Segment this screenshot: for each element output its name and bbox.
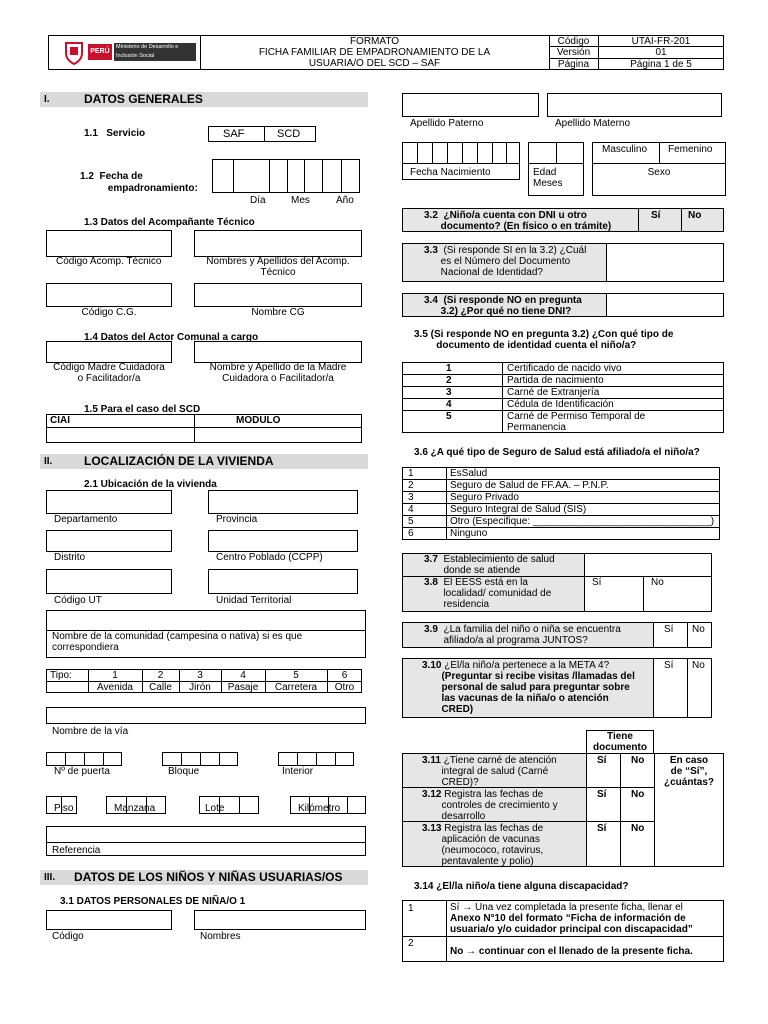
en-caso-label: En caso de “Sí”, ¿cuántas? [663, 755, 714, 788]
doc-5-text: Carné de Permiso Temporal de Permanencia [507, 411, 646, 433]
q38-si: Sí [592, 577, 602, 588]
q32-text: 3.2 ¿Niño/a cuenta con DNI u otro documento? (En físico o en trámite) [424, 210, 612, 232]
nombres-nino-field[interactable] [194, 910, 366, 930]
section-1-header: I. DATOS GENERALES [40, 92, 368, 107]
seguro-5-num: 5 [408, 516, 414, 527]
seguro-1-num: 1 [408, 468, 414, 479]
cod-cg-field[interactable] [46, 283, 172, 307]
peru-shield-icon [64, 41, 84, 65]
seguro-6-num: 6 [408, 528, 414, 539]
q314-opt2-text: No → continuar con el llenado de la presente ficha. [450, 946, 693, 957]
tipo-label: Tipo: [50, 670, 72, 681]
nom-madre-field[interactable] [194, 341, 362, 363]
q314-text: 3.14 ¿El/la niño/a tiene alguna discapacidad? [414, 881, 629, 892]
q34-text: 3.4 (Si responde NO en pregunta 3.2) ¿Por qué no tiene DNI? [424, 295, 582, 317]
q313-no: No [631, 823, 645, 834]
q312-no: No [631, 789, 645, 800]
comunidad-label: Nombre de la comunidad (campesina o nativa) si es que correspondiera [52, 631, 303, 653]
codigo-ut-label: Código UT [54, 595, 102, 606]
distrito-label: Distrito [54, 552, 86, 563]
bloque-label: Bloque [168, 766, 200, 777]
q38-text: 3.8 El EESS está en la localidad/ comunidad de residencia [424, 577, 552, 610]
q37-text: 3.7 Establecimiento de salud donde se atiende [424, 554, 555, 576]
nom-madre-label: Nombre y Apellido de la Madre Cuidadora o Facilitador/a [209, 362, 347, 384]
provincia-field[interactable] [208, 490, 358, 514]
nom-acomp-label: Nombres y Apellidos del Acomp. Técnico [206, 256, 350, 278]
nom-cg-label: Nombre CG [251, 307, 305, 318]
pagina-label: Página [557, 59, 590, 70]
cod-madre-field[interactable] [46, 341, 172, 363]
cod-cg-label: Código C.G. [81, 307, 137, 318]
scd-option[interactable]: SCD [264, 126, 316, 142]
q35-text: 3.5 (Si responde NO en pregunta 3.2) ¿Con qué tipo de documento de identidad cuenta el niño/a? [414, 329, 674, 351]
q314-opt2-num: 2 [408, 938, 414, 949]
doc-type: FORMATO [349, 36, 400, 47]
unidad-territorial-field[interactable] [208, 569, 358, 594]
doc-2-num: 2 [446, 375, 452, 386]
tipo-6-num: 6 [341, 670, 348, 681]
apellido-materno-field[interactable] [547, 93, 722, 117]
scd-title: 1.5 Para el caso del SCD [84, 404, 201, 415]
q38-no: No [651, 577, 664, 588]
acomp-title: 1.3 Datos del Acompañante Técnico [84, 217, 255, 228]
piso-label: Piso [54, 803, 74, 814]
q310-no: No [692, 660, 705, 671]
q311-si: Sí [597, 755, 607, 766]
mes-label: Mes [291, 195, 310, 206]
distrito-field[interactable] [46, 530, 172, 552]
doc-title-line1: FICHA FAMILIAR DE EMPADRONAMIENTO DE LA [258, 47, 491, 58]
doc-4-num: 4 [446, 399, 452, 410]
cod-acomp-label: Código Acomp. Técnico [56, 256, 162, 267]
seguro-4-num: 4 [408, 504, 414, 515]
seguro-5-text: Otro (Especifique: ________________________________) [450, 516, 715, 527]
q310-si: Sí [664, 660, 674, 671]
referencia-label: Referencia [52, 845, 101, 856]
doc-3-num: 3 [446, 387, 452, 398]
q39-text: 3.9 ¿La familia del niño o niña se encuentra afiliado/a al programa JUNTOS? [424, 624, 621, 646]
doc-title-line2: USUARIA/O DEL SCD – SAF [308, 58, 441, 69]
version-label: Versión [556, 47, 591, 58]
logo-country-text: PERÚ [88, 44, 112, 60]
seguro-1-text: EsSalud [450, 468, 488, 479]
kilometro-label: Kilómetro [298, 803, 341, 814]
q312-text: 3.12 Registra las fechas de controles de crecimiento y desarrollo [422, 789, 558, 822]
q33-text: 3.3 (Si responde SI en la 3.2) ¿Cuál es el Número del Documento Nacional de Identidad? [424, 245, 587, 278]
codigo-ut-field[interactable] [46, 569, 172, 594]
logo-ministry-text: Ministerio de Desarrollo e Inclusión Social [114, 43, 196, 61]
nom-cg-field[interactable] [194, 283, 362, 307]
seguro-3-text: Seguro Privado [450, 492, 519, 503]
fecha-label: 1.2 Fecha de empadronamiento: [80, 171, 198, 194]
apellido-materno-label: Apellido Materno [555, 118, 631, 129]
q312-si: Sí [597, 789, 607, 800]
femenino-label: Femenino [668, 144, 713, 155]
doc-2-text: Partida de nacimiento [507, 375, 604, 386]
modulo-label: MODULO [236, 415, 281, 426]
q32-no: No [688, 210, 702, 221]
tipo-4-num: 4 [240, 670, 246, 681]
version-value: 01 [655, 47, 667, 58]
masculino-label: Masculino [602, 144, 648, 155]
centro-poblado-field[interactable] [208, 530, 358, 552]
q314-opt1-num: 1 [408, 903, 414, 914]
datos-personales-title: 3.1 DATOS PERSONALES DE NIÑA/O 1 [60, 896, 246, 907]
servicio-label: 1.1 Servicio [84, 128, 146, 139]
departamento-field[interactable] [46, 490, 172, 514]
seguro-2-text: Seguro de Salud de FF.AA. – P.N.P. [450, 480, 609, 491]
centro-poblado-label: Centro Poblado (CCPP) [216, 552, 323, 563]
anio-label: Año [336, 195, 354, 206]
q311-text: 3.11 ¿Tiene carné de atención integral de salud (Carné CRED)? [422, 755, 557, 788]
seguro-6-text: Ninguno [450, 528, 488, 539]
tipo-5-name: Carretera [274, 682, 318, 693]
tiene-documento-label: Tiene documento [593, 731, 647, 753]
codigo-nino-label: Código [52, 931, 84, 942]
tipo-1-num: 1 [112, 670, 118, 681]
q32-si: Sí [651, 210, 661, 221]
tipo-4-name: Pasaje [227, 682, 259, 693]
nombre-via-label: Nombre de la vía [52, 726, 129, 737]
edad-label: Edad Meses [533, 167, 563, 189]
q39-no: No [692, 624, 705, 635]
tipo-5-num: 5 [293, 670, 299, 681]
q314-opt1-text: Sí → Una vez completada la presente ficha, llenar el Anexo N°10 del formato “Ficha de información de usuaria/o y/o cuidador principal con discapacidad” [450, 902, 693, 935]
seguro-4-text: Seguro Integral de Salud (SIS) [450, 504, 587, 515]
tipo-6-name: Otro [334, 682, 355, 693]
q310-text: 3.10 ¿El/la niño/a pertenece a la META 4? (Preguntar si recibe visitas /llamadas del personal de salud para preguntar sobre las vacunas de la niña/o o atención CRED) [422, 660, 635, 715]
puerta-label: Nº de puerta [54, 766, 110, 777]
q39-si: Sí [664, 624, 674, 635]
ciai-modulo-table[interactable] [46, 414, 362, 443]
q311-no: No [631, 755, 645, 766]
seguro-3-num: 3 [408, 492, 414, 503]
apellido-paterno-field[interactable] [402, 93, 539, 117]
cod-madre-label: Código Madre Cuidadora o Facilitador/a [53, 362, 165, 384]
ubicacion-title: 2.1 Ubicación de la vivienda [84, 479, 217, 490]
departamento-label: Departamento [54, 514, 118, 525]
seguro-2-num: 2 [408, 480, 414, 491]
codigo-nino-field[interactable] [46, 910, 172, 930]
tipo-3-num: 3 [197, 670, 203, 681]
sexo-label: Sexo [647, 167, 671, 178]
apellido-paterno-label: Apellido Paterno [410, 118, 484, 129]
pagina-value: Página 1 de 5 [630, 59, 692, 70]
q36-text: 3.6 ¿A qué tipo de Seguro de Salud está afiliado/a el niño/a? [414, 447, 700, 458]
interior-label: Interior [282, 766, 314, 777]
codigo-value: UTAI-FR-201 [631, 36, 691, 47]
unidad-territorial-label: Unidad Territorial [216, 595, 292, 606]
manzana-label: Manzana [114, 803, 156, 814]
doc-5-num: 5 [446, 411, 452, 422]
tipo-3-name: Jirón [189, 682, 211, 693]
ciai-label: CIAI [50, 415, 70, 426]
doc-3-text: Carné de Extranjería [507, 387, 600, 398]
nombres-nino-label: Nombres [200, 931, 241, 942]
doc-4-text: Cédula de Identificación [507, 399, 614, 410]
nom-acomp-field[interactable] [194, 230, 362, 257]
q313-si: Sí [597, 823, 607, 834]
tipo-2-num: 2 [157, 670, 164, 681]
lote-label: Lote [205, 803, 225, 814]
codigo-label: Código [557, 36, 590, 47]
actor-title: 1.4 Datos del Actor Comunal a cargo [84, 332, 259, 343]
fecha-empadronamiento-field[interactable] [212, 159, 360, 193]
cod-acomp-field[interactable] [46, 230, 172, 257]
fecha-nacimiento-label: Fecha Nacimiento [410, 167, 491, 178]
ministry-logo [64, 40, 194, 66]
saf-option[interactable]: SAF [208, 126, 265, 142]
tipo-2-name: Calle [149, 682, 172, 693]
doc-1-text: Certificado de nacido vivo [507, 363, 622, 374]
section-3-header: III. DATOS DE LOS NIÑOS Y NIÑAS USUARIAS/OS [40, 870, 368, 885]
tipo-1-name: Avenida [97, 682, 133, 693]
section-2-header: II. LOCALIZACIÓN DE LA VIVIENDA [40, 454, 368, 469]
q313-text: 3.13 Registra las fechas de aplicación de vacunas (neumococo, rotavirus, pentavalente y polio) [422, 823, 544, 867]
doc-1-num: 1 [446, 363, 452, 374]
dia-label: Día [250, 195, 266, 206]
nombre-via-field[interactable] [46, 707, 366, 724]
provincia-label: Provincia [216, 514, 258, 525]
